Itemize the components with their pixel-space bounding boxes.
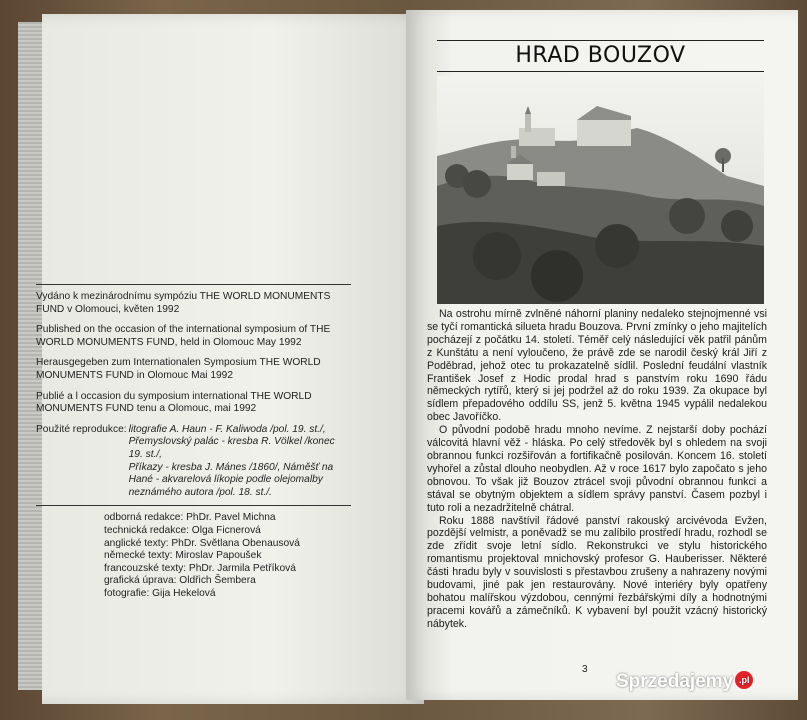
article-body: [427, 308, 767, 631]
colophon: [36, 284, 351, 600]
watermark: [616, 671, 753, 693]
colophon-german: Herausgegeben zum Internationalen Symposium THE WORLD MONUMENTS FUND in Olomouc Mai 1992: [36, 357, 321, 381]
credit-line: francouzské texty: PhDr. Jarmila Petříková: [104, 562, 296, 574]
article-paragraph: Roku 1888 navštívil řádové panství rakouský arcivévoda Evžen, pozdější velmistr, a poněvadž se mu zalíbilo prostředí hradu, rozhodl se zde zřídit svoje letní sídlo. Rekonstrukci ve stylu historického romantismu projektoval mnichovský profesor G. Hauberisser. Některé části hradu byly v souvislosti s přestavbou zrušeny a nahrazeny novými budovami, jiné pak jen restaurovány. Nové interiéry byly opatřeny bohatou malířskou výzdobou, cennými řezbářskými díly a hodnotnými pracemi kovářů a zámečníků. K vybavení byl použit vzácný historický nábytek.: [427, 514, 767, 630]
reproduction-item: Příkazy - kresba J. Mánes /1860/, Náměšť na Hané - akvarelová líkopie podle olejomalby neznámého autora /pol. 18. st./.: [128, 461, 334, 498]
reproductions: [36, 424, 351, 500]
colophon-czech: Vydáno k mezinárodnímu sympóziu THE WORLD MONUMENTS FUND v Olomouci, květen 1992: [36, 291, 331, 315]
article-paragraph: O původní podobě hradu mnoho nevíme. Z nejstarší doby pochází válcovitá hlavní věž - hláska. Po celý středověk byl s ohledem na svoji obrannou funkci rozšiřován a fortifikačně posilován. Koncem 16. století vyhořel a zůstal dlouho neobydlen. Až v roce 1617 bylo započato s jeho obnovou. To však již Bouzov ztrácel svoji původní obrannou funkci a stával se obytným objektem a sídlem správy panství. Časem pozbyl i tuto roli a nezadržitelně chátral.: [427, 424, 767, 514]
credit-line: odborná redakce: PhDr. Pavel Michna: [104, 512, 276, 524]
credits-list: [36, 512, 351, 600]
credit-line: fotografie: Gija Hekelová: [104, 587, 216, 599]
colophon-english: Published on the occasion of the international symposium of THE WORLD MONUMENTS FUND, held in Olomouc May 1992: [36, 324, 331, 348]
colophon-french: Publié a l occasion du symposium international THE WORLD MONUMENTS FUND tenu a Olomouc, mai 1992: [36, 390, 312, 415]
watermark-text: Sprzedajemy: [616, 671, 734, 692]
castle-landscape-image: [437, 76, 764, 304]
page-number: 3: [582, 664, 588, 675]
reproduction-item: Přemyslovský palác - kresba R. Völkel /konec 19. st./,: [128, 436, 335, 460]
credit-line: německé texty: Miroslav Papoušek: [104, 550, 262, 562]
reproduction-item: litografie A. Haun - F. Kaliwoda /pol. 19. st./,: [128, 423, 326, 435]
credits-rule: [36, 505, 351, 506]
watermark-badge: .pl: [735, 671, 753, 689]
colophon-top-rule: [36, 284, 351, 285]
credit-line: anglické texty: PhDr. Světlana Obenausová: [104, 537, 300, 549]
reproductions-label: Použité reprodukce:: [36, 423, 127, 435]
article-paragraph: Na ostrohu mírně zvlněné náhorní planiny nedaleko stejnojmenné vsi se tyčí romantická silueta hradu Bouzova. První zmínky o jeho majitelích pocházejí z počátku 14. století. Téměř celý následující věk patřil pánům z Kunštátu a není vyloučeno, že právě zde se narodil český král Jiří z Poděbrad, jehož otec tu prokazatelně sídlil. Poslední feudální vlastník František Josef z Hodic prodal hrad s panstvím roku 1690 řádu německých rytířů, který si jej podržel až do roku 1939. Za okupace byl sídlem přepadového oddílu SS, jenž 5. května 1945 vypálil nedalekou obec Javoříčko.: [427, 308, 767, 424]
credit-line: technická redakce: Olga Ficnerová: [104, 524, 261, 536]
credit-line: grafická úprava: Oldřich Šembera: [104, 575, 256, 587]
castle-photo: [437, 76, 764, 304]
page-title-bar: [437, 40, 764, 72]
page-title: HRAD BOUZOV: [515, 43, 686, 68]
reproductions-list: [129, 424, 351, 500]
